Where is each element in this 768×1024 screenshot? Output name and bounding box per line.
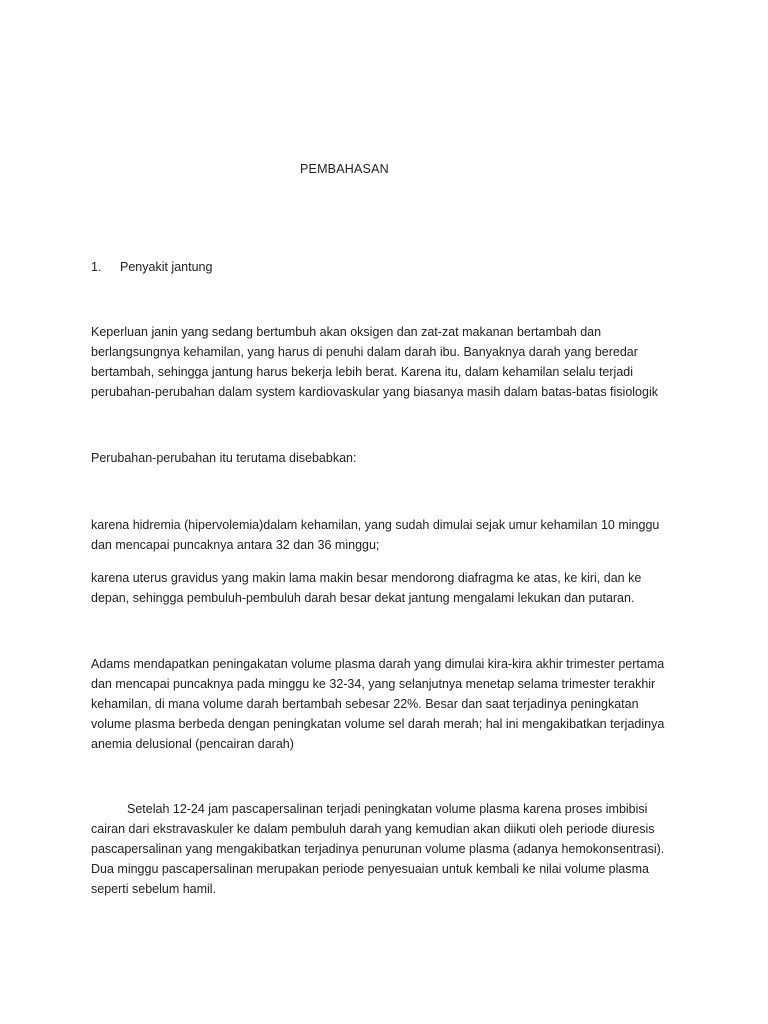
paragraph-cause-uterus: karena uterus gravidus yang makin lama makin besar mendorong diafragma ke atas, ke kiri, dan ke depan, sehingga pembuluh-pembuluh darah besar dekat jantung mengalami lekukan dan putaran.	[91, 571, 642, 605]
paragraph-intro: Keperluan janin yang sedang bertumbuh akan oksigen dan zat-zat makanan bertambah dan berlangsungnya kehamilan, yang harus di penuhi dalam darah ibu. Banyaknya darah yang beredar bertambah, sehingga jantung harus bekerja lebih berat. Karena itu, dalam kehamilan selalu terjadi perubahan-perubahan dalam system kardiovaskular yang biasanya masih dalam batas-batas fisiologik	[91, 325, 658, 399]
paragraph-adams: Adams mendapatkan peningakatan volume plasma darah yang dimulai kira-kira akhir trimester pertama dan mencapai puncaknya pada minggu ke 32-34, yang selanjutnya menetap selama trimester terakhir kehamilan, di mana volume darah bertambah sebesar 22%. Besar dan saat terjadinya peningkatan volume plasma berbeda dengan peningkatan volume sel darah merah; hal ini mengakibatkan terjadinya anemia delusional (pencairan darah)	[91, 657, 665, 751]
section-number: 1.	[91, 260, 102, 274]
paragraph-cause-hydremia: karena hidremia (hipervolemia)dalam kehamilan, yang sudah dimulai sejak umur kehamilan 10 minggu dan mencapai puncaknya antara 32 dan 36 minggu;	[91, 518, 660, 552]
section-heading-text: Penyakit jantung	[120, 260, 213, 274]
section-heading	[91, 259, 212, 275]
document-title: PEMBAHASAN	[300, 162, 389, 176]
paragraph-postpartum: Setelah 12-24 jam pascapersalinan terjadi peningkatan volume plasma karena proses imbibisi cairan dari ekstravaskuler ke dalam pembuluh darah yang kemudian akan diikuti oleh periode diuresis pascapersalinan yang mengakibatkan terjadinya penurunan volume plasma (adanya hemokonsentrasi). Dua minggu pascapersalinan merupakan periode penyesuaian untuk kembali ke nilai volume plasma seperti sebelum hamil.	[91, 802, 665, 896]
paragraph-causes-lead: Perubahan-perubahan itu terutama disebabkan:	[91, 451, 357, 465]
